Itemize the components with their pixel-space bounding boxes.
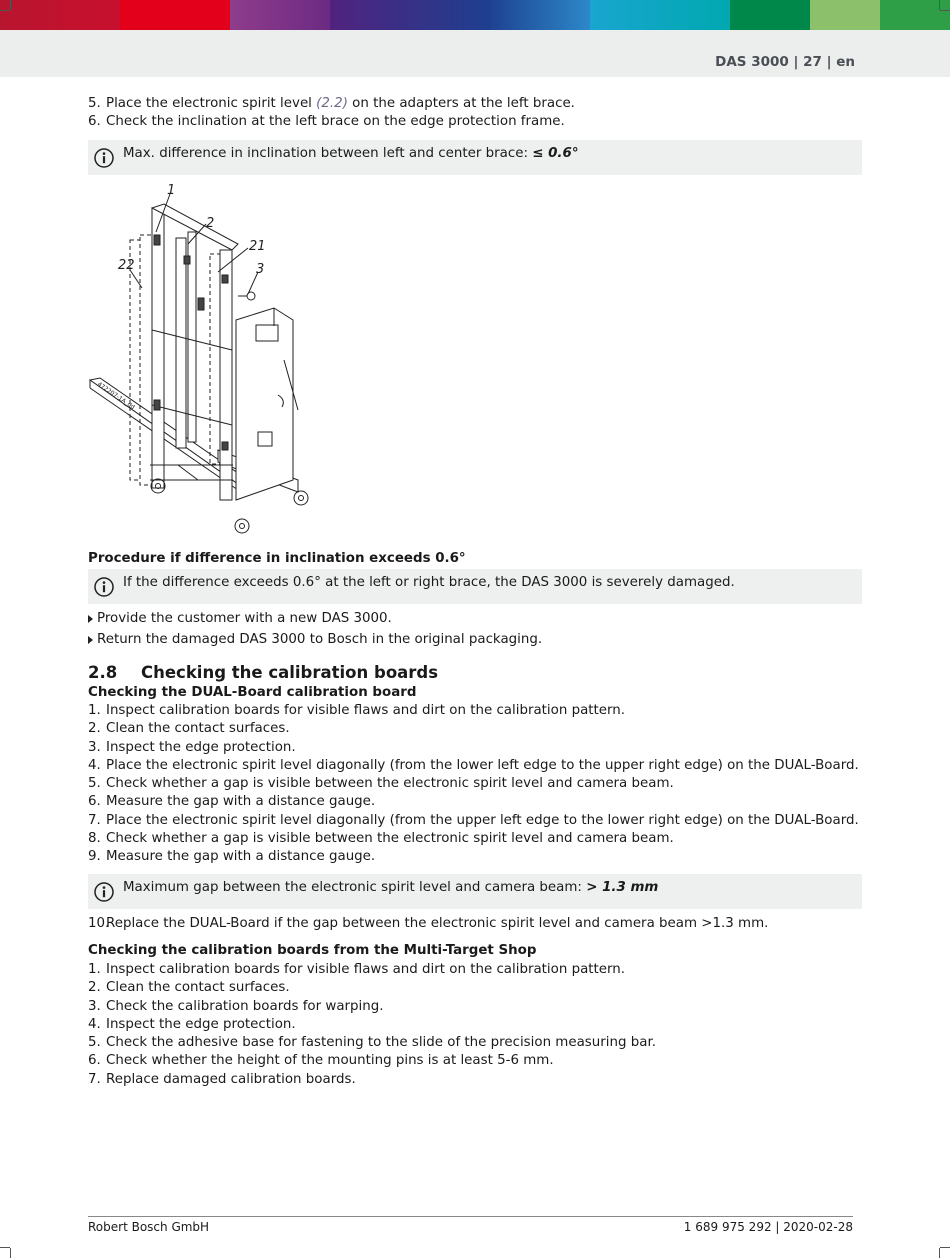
section-title-text: Checking the calibration boards bbox=[141, 663, 439, 682]
note-text: Max. difference in inclination between left and center brace: ≤ 0.6° bbox=[123, 146, 579, 161]
info-icon bbox=[94, 882, 114, 902]
list-item: 4. Inspect the edge protection. bbox=[88, 1016, 296, 1032]
figure-callout: 1 bbox=[167, 183, 176, 198]
list-item: 2. Clean the contact surfaces. bbox=[88, 980, 290, 996]
procedure-heading: Procedure if difference in inclination exceeds 0.6° bbox=[88, 551, 466, 566]
crop-mark bbox=[0, 10, 10, 11]
list-item: 5. Check the adhesive base for fastening to the slide of the precision measuring bar. bbox=[88, 1035, 656, 1051]
footer-company: Robert Bosch GmbH bbox=[88, 1220, 210, 1234]
device-drawing bbox=[88, 180, 323, 540]
list-item: 10. Replace the DUAL-Board if the gap between the electronic spirit level and camera beam >1.3 mm. bbox=[88, 916, 769, 931]
page-header-label: DAS 3000 | 27 | en bbox=[715, 54, 855, 70]
list-item: 7. Place the electronic spirit level diagonally (from the upper left edge to the lower right edge) on the DUAL-Board. bbox=[88, 812, 859, 828]
list-item: 2. Clean the contact surfaces. bbox=[88, 721, 290, 737]
bullet-arrow-icon bbox=[88, 636, 93, 644]
list-item: 8. Check whether a gap is visible between the electronic spirit level and camera beam. bbox=[88, 831, 674, 847]
figure-callout: 2 bbox=[206, 216, 215, 231]
list-item: 4. Place the electronic spirit level diagonally (from the lower left edge to the upper right edge) on the DUAL-Board. bbox=[88, 757, 859, 773]
bullet-text: Return the damaged DAS 3000 to Bosch in the original packaging. bbox=[97, 632, 543, 647]
dual-board-heading: Checking the DUAL-Board calibration board bbox=[88, 685, 417, 700]
multi-target-heading: Checking the calibration boards from the Multi-Target Shop bbox=[88, 943, 537, 958]
note-text: Maximum gap between the electronic spirit level and camera beam: > 1.3 mm bbox=[123, 880, 659, 895]
figure-callout: 22 bbox=[118, 258, 135, 273]
list-item: 3. Check the calibration boards for warping. bbox=[88, 998, 384, 1014]
figure-callout: 21 bbox=[249, 239, 266, 254]
crop-mark bbox=[939, 1248, 940, 1258]
info-note bbox=[88, 140, 862, 175]
dual-board-step-list bbox=[88, 702, 868, 867]
multi-target-step-list bbox=[88, 961, 868, 1089]
crop-mark bbox=[10, 0, 11, 10]
info-icon bbox=[94, 148, 114, 168]
bullet-item bbox=[88, 632, 542, 647]
note-value: > 1.3 mm bbox=[586, 880, 659, 895]
figure-code: 472207-1A_dd bbox=[95, 380, 136, 412]
bullet-text: Provide the customer with a new DAS 3000. bbox=[97, 611, 392, 626]
note-text: If the difference exceeds 0.6° at the left or right brace, the DAS 3000 is severely damaged. bbox=[123, 575, 735, 590]
warning-note bbox=[88, 569, 862, 604]
step-text: Check the inclination at the left brace on the edge protection frame. bbox=[106, 114, 565, 130]
list-item: 7. Replace damaged calibration boards. bbox=[88, 1071, 356, 1087]
step-list-10 bbox=[88, 915, 868, 933]
list-item: 9. Measure the gap with a distance gauge. bbox=[88, 849, 376, 865]
section-number: 2.8 bbox=[88, 663, 118, 682]
crop-mark bbox=[940, 10, 950, 11]
list-item: 3. Inspect the edge protection. bbox=[88, 739, 296, 755]
footer-divider bbox=[88, 1216, 853, 1217]
section-title bbox=[88, 663, 438, 682]
list-item bbox=[88, 95, 868, 113]
bullet-arrow-icon bbox=[88, 615, 93, 623]
figure-reference: (2.2) bbox=[316, 96, 348, 111]
info-note bbox=[88, 874, 862, 909]
brand-color-bar bbox=[0, 0, 950, 30]
step-text: Place the electronic spirit level (2.2) on the adapters at the left brace. bbox=[106, 96, 575, 111]
crop-mark bbox=[939, 0, 940, 10]
figure-callout: 3 bbox=[256, 262, 265, 277]
step-list-top bbox=[88, 95, 868, 132]
list-item: 1. Inspect calibration boards for visible flaws and dirt on the calibration pattern. bbox=[88, 703, 626, 718]
footer-doc-number: 1 689 975 292 | 2020-02-28 bbox=[683, 1220, 853, 1234]
bullet-item bbox=[88, 611, 392, 626]
list-item: 1. Inspect calibration boards for visible flaws and dirt on the calibration pattern. bbox=[88, 962, 626, 977]
device-illustration bbox=[88, 180, 323, 540]
list-item: 5. Check whether a gap is visible between the electronic spirit level and camera beam. bbox=[88, 776, 674, 792]
list-item: 6. Measure the gap with a distance gauge. bbox=[88, 794, 376, 810]
crop-mark bbox=[0, 1247, 10, 1248]
list-item bbox=[88, 113, 868, 131]
step-number: 5. bbox=[88, 96, 101, 111]
list-item: 6. Check whether the height of the mounting pins is at least 5-6 mm. bbox=[88, 1053, 554, 1069]
step-number: 6. bbox=[88, 114, 101, 130]
crop-mark bbox=[940, 1247, 950, 1248]
crop-mark bbox=[10, 1248, 11, 1258]
note-value: ≤ 0.6° bbox=[532, 146, 579, 161]
info-icon bbox=[94, 577, 114, 597]
